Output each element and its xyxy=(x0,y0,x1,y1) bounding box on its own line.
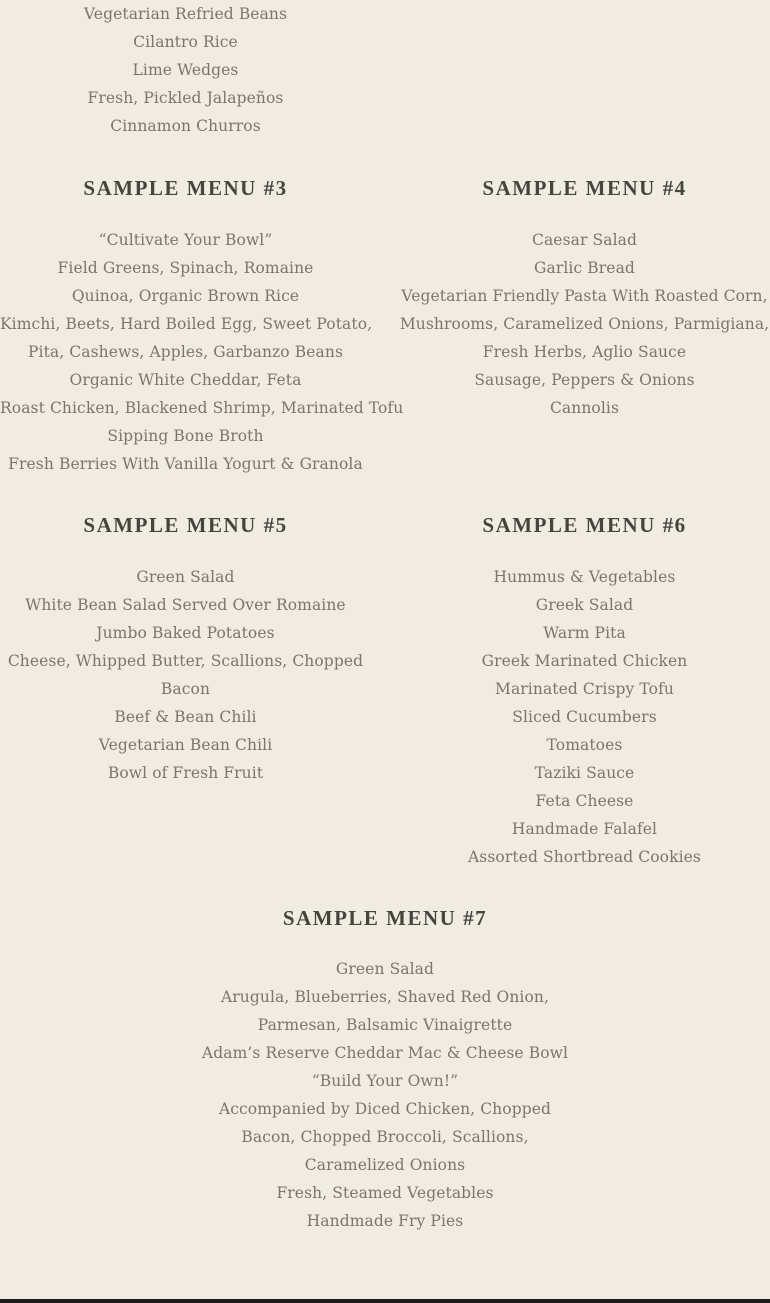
sample-menu-4-title: SAMPLE MENU #4 xyxy=(482,176,687,200)
menu-item: Fresh, Pickled Jalapeños xyxy=(87,89,284,107)
menu-item: Field Greens, Spinach, Romaine xyxy=(57,259,314,277)
menu-item: Beef & Bean Chili xyxy=(114,708,257,726)
menu-item: Jumbo Baked Potatoes xyxy=(96,624,275,642)
menu-item: Greek Salad xyxy=(535,596,634,614)
menu-item: Handmade Fry Pies xyxy=(306,1212,464,1230)
menu-item: Assorted Shortbread Cookies xyxy=(468,848,701,866)
sample-menu-7 xyxy=(0,906,770,1235)
menu-item: Tomatoes xyxy=(546,736,623,754)
menu-item: Parmesan, Balsamic Vinaigrette xyxy=(257,1016,513,1034)
sample-menu-3 xyxy=(0,176,404,478)
sample-menu-7-title: SAMPLE MENU #7 xyxy=(282,906,488,930)
sample-menu-7-items xyxy=(0,955,770,1235)
menu-top-items xyxy=(0,0,371,140)
menu-item: Accompanied by Diced Chicken, Chopped xyxy=(218,1100,552,1118)
menu-item: Sliced Cucumbers xyxy=(512,708,657,726)
menu-item: Kimchi, Beets, Hard Boiled Egg, Sweet Potato, xyxy=(0,315,373,333)
menu-item: Organic White Cheddar, Feta xyxy=(69,371,302,389)
menu-item: Fresh Berries With Vanilla Yogurt & Granola xyxy=(8,455,363,473)
menu-item: Bowl of Fresh Fruit xyxy=(107,764,264,782)
menu-item: Roast Chicken, Blackened Shrimp, Marinated Tofu xyxy=(0,399,404,417)
menu-item: Taziki Sauce xyxy=(534,764,635,782)
menu-item: Handmade Falafel xyxy=(511,820,658,838)
menu-item: White Bean Salad Served Over Romaine xyxy=(25,596,346,614)
menu-item: Caramelized Onions xyxy=(304,1156,466,1174)
menu-item: Lime Wedges xyxy=(132,61,239,79)
menu-item: Cinnamon Churros xyxy=(110,117,261,135)
sample-menu-5 xyxy=(0,513,371,787)
sample-menu-6-title: SAMPLE MENU #6 xyxy=(482,513,687,537)
menu-item: Pita, Cashews, Apples, Garbanzo Beans xyxy=(27,343,344,361)
menu-item: “Cultivate Your Bowl” xyxy=(98,231,273,249)
menu-item: “Build Your Own!” xyxy=(311,1072,459,1090)
menu-item: Vegetarian Bean Chili xyxy=(98,736,273,754)
menu-top-section xyxy=(0,0,371,140)
menu-item: Fresh, Steamed Vegetables xyxy=(276,1184,494,1202)
menu-item: Green Salad xyxy=(136,568,235,586)
menu-item: Hummus & Vegetables xyxy=(493,568,676,586)
menu-item: Caesar Salad xyxy=(532,231,637,249)
menu-item: Fresh Herbs, Aglio Sauce xyxy=(482,343,687,361)
menu-item: Green Salad xyxy=(335,960,435,978)
menu-item: Sipping Bone Broth xyxy=(107,427,264,445)
menu-item: Bacon xyxy=(160,680,211,698)
menu-item: Quinoa, Organic Brown Rice xyxy=(71,287,300,305)
menu-item: Cilantro Rice xyxy=(133,33,238,51)
sample-menu-4 xyxy=(399,176,770,422)
page-bottom-border xyxy=(0,1299,770,1303)
sample-menu-4-items xyxy=(399,226,770,422)
menu-item: Marinated Crispy Tofu xyxy=(494,680,675,698)
menu-item: Bacon, Chopped Broccoli, Scallions, xyxy=(241,1128,529,1146)
menu-item: Cheese, Whipped Butter, Scallions, Chopped xyxy=(7,652,364,670)
sample-menu-5-items xyxy=(0,563,371,787)
menu-item: Warm Pita xyxy=(543,624,626,642)
menu-item: Greek Marinated Chicken xyxy=(481,652,688,670)
menu-item: Mushrooms, Caramelized Onions, Parmigiana, xyxy=(399,315,770,333)
menu-item: Feta Cheese xyxy=(535,792,634,810)
menu-item: Sausage, Peppers & Onions xyxy=(474,371,695,389)
menu-item: Vegetarian Refried Beans xyxy=(83,5,288,23)
sample-menu-5-title: SAMPLE MENU #5 xyxy=(83,513,288,537)
menu-item: Adam’s Reserve Cheddar Mac & Cheese Bowl xyxy=(201,1044,569,1062)
sample-menu-3-items xyxy=(0,226,404,478)
sample-menu-6-items xyxy=(399,563,770,871)
menu-item: Cannolis xyxy=(549,399,620,417)
menu-item: Vegetarian Friendly Pasta With Roasted Corn, xyxy=(401,287,768,305)
menu-item: Arugula, Blueberries, Shaved Red Onion, xyxy=(221,988,549,1006)
menu-item: Garlic Bread xyxy=(534,259,635,277)
sample-menu-3-title: SAMPLE MENU #3 xyxy=(83,176,288,200)
sample-menu-6 xyxy=(399,513,770,871)
